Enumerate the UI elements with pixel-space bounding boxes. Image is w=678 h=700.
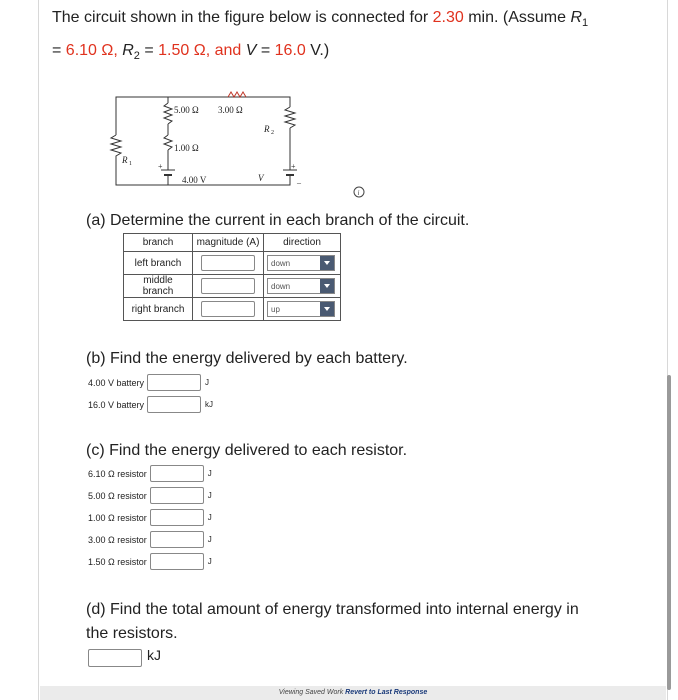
resistor-energy-row [88, 487, 212, 504]
problem-statement [52, 4, 662, 70]
branch-label: left branch [124, 252, 193, 275]
resistor-6-10-energy-input[interactable] [150, 465, 204, 482]
svg-text:i: i [357, 189, 360, 197]
battery-16v-energy-input[interactable] [147, 396, 201, 413]
branch-label: right branch [124, 298, 193, 321]
row-label: 3.00 Ω resistor [88, 534, 147, 545]
resistor-3-00-energy-input[interactable] [150, 531, 204, 548]
select-value: down [271, 259, 291, 268]
label-1-ohm: 1.00 Ω [174, 143, 199, 153]
part-b-question: (b) Find the energy delivered by each battery. [86, 350, 408, 367]
unit-label: J [207, 557, 212, 566]
resistor-energy-row [88, 531, 212, 548]
resistor-r2 [285, 107, 295, 128]
middle-branch-magnitude-input[interactable] [201, 278, 255, 294]
resistor-r1 [111, 135, 121, 175]
label-r1-sub: 1 [129, 161, 132, 167]
resistor-5-00-energy-input[interactable] [150, 487, 204, 504]
revert-link[interactable]: Revert to Last Response [345, 689, 428, 696]
v-value: 16.0 [274, 42, 306, 60]
battery-4v-energy-input[interactable] [147, 374, 201, 391]
problem-text: min. (Assume [463, 9, 571, 26]
resistor-1-00-energy-input[interactable] [150, 509, 204, 526]
r1-value: 6.10 [65, 42, 97, 60]
unit-label: kJ [205, 400, 214, 409]
r2-value: 1.50 [158, 42, 190, 60]
problem-text: The circuit shown in the figure below is connected for [52, 9, 433, 26]
r2-sub: 2 [133, 50, 140, 63]
unit-label: J [205, 378, 210, 387]
row-label: 6.10 Ω resistor [88, 468, 147, 479]
plus-sign: + [158, 162, 163, 171]
battery-energy-row [88, 396, 213, 413]
circuit-diagram [100, 85, 310, 195]
problem-text: = [139, 42, 159, 60]
minutes-value: 2.30 [432, 9, 464, 26]
r2-unit: Ω, and [189, 42, 246, 60]
table-row [124, 298, 341, 321]
info-icon[interactable] [353, 186, 365, 198]
part-c-question: (c) Find the energy delivered to each resistor. [86, 442, 408, 459]
table-row [124, 252, 341, 275]
resistor-3-ohm [228, 92, 246, 97]
label-3-ohm: 3.00 Ω [218, 105, 243, 115]
problem-text: V.) [305, 42, 330, 60]
right-branch-direction-select[interactable] [267, 301, 335, 317]
r2-var: R [122, 42, 134, 60]
label-r1: R [122, 155, 128, 165]
unit-label: J [207, 513, 212, 522]
footer-bar [40, 686, 666, 700]
r1-var: R [570, 9, 583, 26]
v-var: V [245, 42, 257, 60]
select-value: up [271, 305, 280, 314]
unit-label: J [207, 491, 212, 500]
resistor-energy-row [88, 553, 212, 570]
middle-branch-direction-select[interactable] [267, 278, 335, 294]
part-d-line: the resistors. [86, 625, 178, 642]
header-magnitude: magnitude (A) [193, 234, 264, 252]
plus-sign: + [291, 162, 296, 171]
row-label: 16.0 V battery [88, 399, 145, 410]
row-label: 1.00 Ω resistor [88, 512, 147, 523]
branch-table [123, 233, 341, 321]
resistor-energy-row [88, 509, 212, 526]
part-d-line: (d) Find the total amount of energy transformed into internal energy in [86, 601, 579, 618]
part-a-question: (a) Determine the current in each branch of the circuit. [86, 212, 470, 229]
unit-label: J [207, 469, 212, 478]
chevron-down-icon [320, 302, 334, 316]
unit-label: J [207, 535, 212, 544]
unit-label: kJ [147, 647, 161, 663]
resistor-energy-row [88, 465, 212, 482]
chevron-down-icon [320, 256, 334, 270]
chevron-down-icon [320, 279, 334, 293]
label-5-ohm: 5.00 Ω [174, 105, 199, 115]
label-v: V [258, 173, 264, 183]
row-label: 1.50 Ω resistor [88, 556, 147, 567]
minus-sign: – [297, 178, 301, 187]
resistor-1-ohm [164, 135, 172, 150]
resistor-5-ohm [164, 103, 172, 124]
left-branch-direction-select[interactable] [267, 255, 335, 271]
resistor-1-50-energy-input[interactable] [150, 553, 204, 570]
branch-label: middle branch [124, 275, 193, 298]
total-internal-energy-input[interactable] [88, 649, 142, 667]
left-branch-magnitude-input[interactable] [201, 255, 255, 271]
row-label: 4.00 V battery [88, 377, 145, 388]
select-value: down [271, 282, 291, 291]
battery-energy-row [88, 374, 209, 391]
part-d-question [86, 598, 579, 646]
r1-sub: 1 [582, 17, 589, 30]
problem-text: = [52, 42, 66, 60]
problem-text: = [256, 42, 275, 60]
scrollbar[interactable] [667, 375, 671, 690]
r1-unit: Ω, [96, 42, 123, 60]
footer-text: Viewing Saved Work [278, 689, 346, 696]
header-direction: direction [264, 234, 341, 252]
right-branch-magnitude-input[interactable] [201, 301, 255, 317]
table-row [124, 275, 341, 298]
label-r2: R [264, 124, 270, 134]
label-4-volt: 4.00 V [182, 175, 207, 185]
row-label: 5.00 Ω resistor [88, 490, 147, 501]
header-branch: branch [124, 234, 193, 252]
label-r2-sub: 2 [271, 130, 274, 136]
